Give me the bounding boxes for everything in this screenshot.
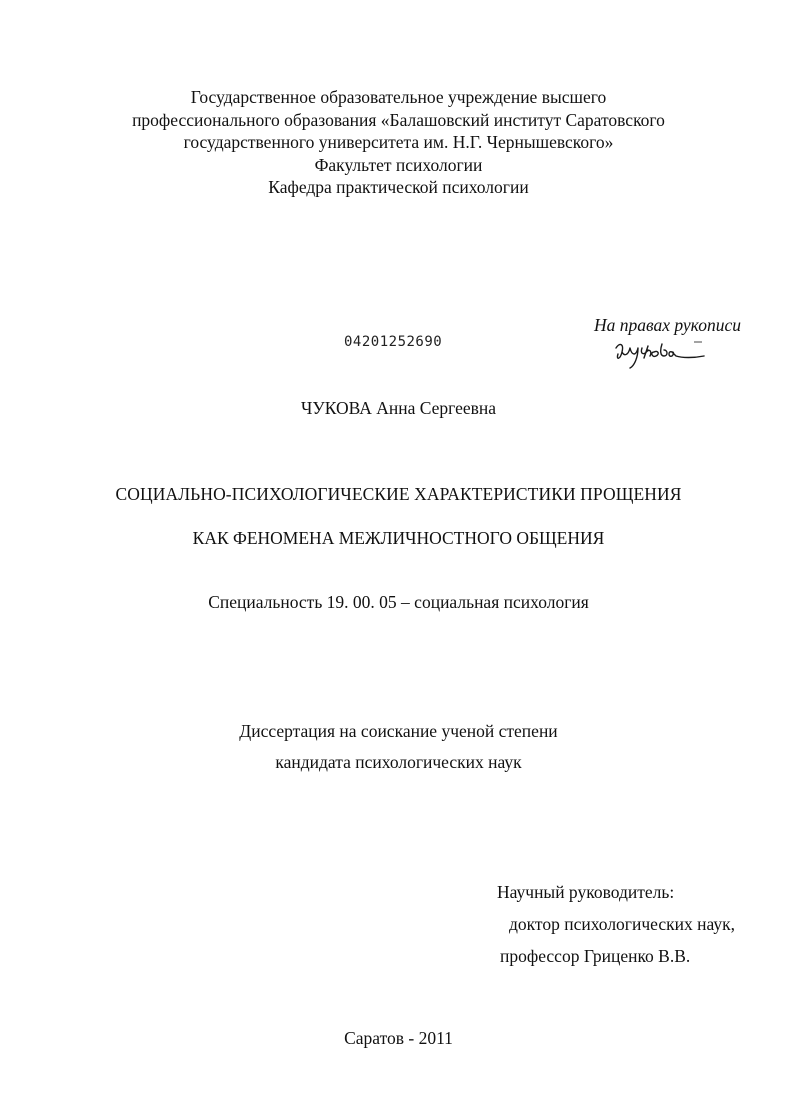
institution-line-1: Государственное образовательное учреждение высшего xyxy=(190,87,607,107)
supervisor-label: Научный руководитель: xyxy=(497,882,675,902)
catalog-code: 04201252690 xyxy=(344,334,443,350)
institution-line-2: профессионального образования «Балашовский институт Саратовского xyxy=(132,109,665,130)
institution-line-3: государственного университета им. Н.Г. Чернышевского» xyxy=(183,132,614,152)
specialty: Специальность 19. 00. 05 – социальная психология xyxy=(208,592,589,612)
rights-note: На правах рукописи xyxy=(594,315,741,335)
dissertation-line-1: Диссертация на соискание ученой степени xyxy=(239,721,558,741)
city-year: Саратов - 2011 xyxy=(344,1028,453,1048)
institution-header xyxy=(0,86,797,199)
dissertation-line-2: кандидата психологических наук xyxy=(275,752,522,772)
author-name: ЧУКОВА Анна Сергеевна xyxy=(300,398,496,418)
handwritten-signature-icon xyxy=(610,334,710,374)
department-name: Кафедра практической психологии xyxy=(268,177,529,197)
title-line-2: КАК ФЕНОМЕНА МЕЖЛИЧНОСТНОГО ОБЩЕНИЯ xyxy=(192,528,605,548)
title-line-1: СОЦИАЛЬНО-ПСИХОЛОГИЧЕСКИЕ ХАРАКТЕРИСТИКИ ПРОЩЕНИЯ xyxy=(115,484,682,504)
supervisor-degree: доктор психологических наук, xyxy=(509,914,735,934)
faculty-name: Факультет психологии xyxy=(314,154,483,175)
supervisor-name: профессор Гриценко В.В. xyxy=(500,946,691,966)
